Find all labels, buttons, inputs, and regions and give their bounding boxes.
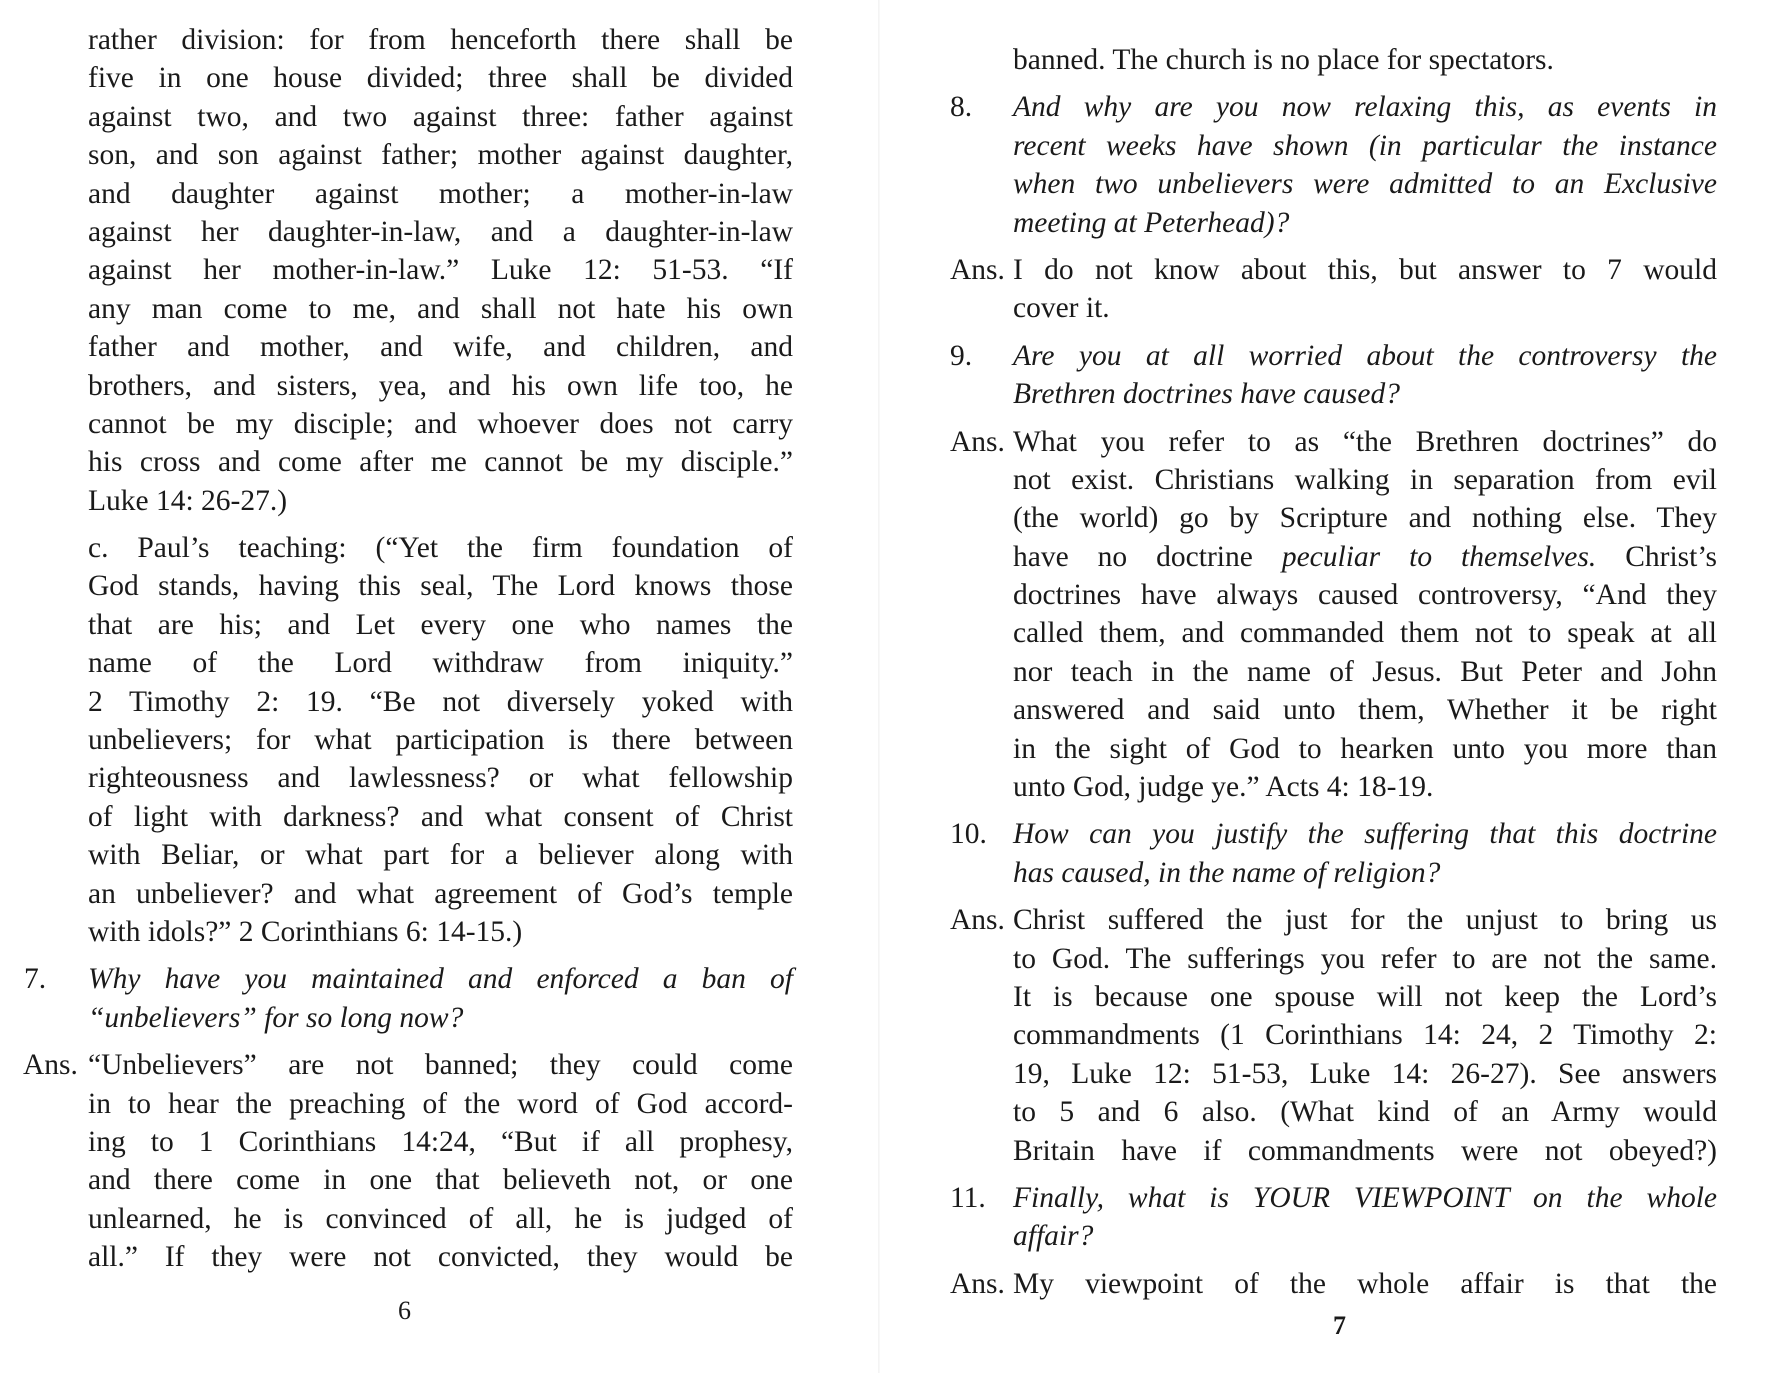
question-number: 11. xyxy=(950,1181,986,1214)
left-text-column xyxy=(23,21,793,1277)
question-line: Why have you maintained and enforced a ban of xyxy=(88,963,793,996)
answer-line: not exist. Christians walking in separation from evil xyxy=(1013,463,1717,496)
answer-text: have no doctrine xyxy=(1013,540,1253,573)
text-line: God stands, having this seal, The Lord knows those xyxy=(88,570,793,603)
question-number: 8. xyxy=(950,91,973,124)
answer-line: unlearned, he is convinced of all, he is judged of xyxy=(88,1202,793,1235)
text-line: against her mother-in-law.” Luke 12: 51-53. “If xyxy=(88,254,793,287)
text-line: an unbeliever? and what agreement of God’s temple xyxy=(88,877,793,910)
answer-line: Christ suffered the just for the unjust to bring us xyxy=(1013,904,1717,937)
answer-line: (the world) go by Scripture and nothing else. They xyxy=(1013,502,1717,535)
text-line: Luke 14: 26-27.) xyxy=(88,484,288,517)
answer-7 xyxy=(23,1046,793,1276)
answer-line: answered and said unto them, Whether it be right xyxy=(1013,694,1717,727)
answer-line: My viewpoint of the whole affair is that the xyxy=(1013,1267,1717,1300)
answer-line: ing to 1 Corinthians 14:24, “But if all prophesy, xyxy=(88,1125,793,1158)
scripture-quote-paragraph xyxy=(88,21,793,520)
question-line: Brethren doctrines have caused? xyxy=(1013,378,1400,411)
text-line: banned. The church is no place for spectators. xyxy=(1013,44,1554,76)
emphasis-text: peculiar to themselves. xyxy=(1281,540,1597,573)
answer-label: Ans. xyxy=(23,1049,78,1082)
text-line: with Beliar, or what part for a believer along with xyxy=(88,839,793,872)
question-line: Are you at all worried about the controversy the xyxy=(1013,339,1717,372)
answer-line: It is because one spouse will not keep the Lord’s xyxy=(1013,980,1717,1013)
question-number: 7. xyxy=(24,963,47,996)
answer-line xyxy=(1013,538,1717,576)
text-line: and daughter against mother; a mother-in-law xyxy=(88,177,793,210)
text-line: against two, and two against three: father against xyxy=(88,100,793,133)
text-line: against her daughter-in-law, and a daughter-in-law xyxy=(88,215,793,248)
text-line: righteousness and lawlessness? or what fellowship xyxy=(88,762,793,795)
question-line: meeting at Peterhead)? xyxy=(1013,206,1290,239)
answer-10 xyxy=(950,901,1717,1170)
answer-line: What you refer to as “the Brethren doctrines” do xyxy=(1013,425,1717,458)
answer-line: unto God, judge ye.” Acts 4: 18-19. xyxy=(1013,771,1434,804)
answer-line: 19, Luke 12: 51-53, Luke 14: 26-27). See answers xyxy=(1013,1057,1717,1090)
answer-label: Ans. xyxy=(950,253,1005,286)
left-page xyxy=(0,0,880,1373)
page-number: 6 xyxy=(398,1296,411,1325)
page-number: 7 xyxy=(1333,1311,1346,1340)
answer-line: and there come in one that believeth not, or one xyxy=(88,1164,793,1197)
answer-line: all.” If they were not convicted, they would be xyxy=(88,1241,793,1274)
text-line: c. Paul’s teaching: (“Yet the firm foundation of xyxy=(88,532,793,565)
answer-line: “Unbelievers” are not banned; they could come xyxy=(88,1049,793,1082)
answer-line: commandments (1 Corinthians 14: 24, 2 Timothy 2: xyxy=(1013,1019,1717,1052)
text-line: father and mother, and wife, and children, and xyxy=(88,331,793,364)
answer-line: Britain have if commandments were not obeyed?) xyxy=(1013,1134,1717,1167)
text-line: name of the Lord withdraw from iniquity.” xyxy=(88,647,793,680)
answer-8 xyxy=(950,251,1717,328)
question-line: has caused, in the name of religion? xyxy=(1013,856,1441,889)
text-line: with idols?” 2 Corinthians 6: 14-15.) xyxy=(88,915,523,948)
answer-text: Christ’s xyxy=(1625,540,1718,573)
text-line: five in one house divided; three shall be divided xyxy=(88,62,793,95)
right-page xyxy=(880,0,1783,1373)
paul-teaching-paragraph xyxy=(88,529,793,951)
text-line: rather division: for from henceforth there shall be xyxy=(88,24,793,56)
answer-line: doctrines have always caused controversy, “And they xyxy=(1013,579,1717,612)
text-line: cannot be my disciple; and whoever does not carry xyxy=(88,407,793,440)
question-10 xyxy=(950,815,1717,892)
text-line: unbelievers; for what participation is there between xyxy=(88,724,793,757)
text-line: any man come to me, and shall not hate his own xyxy=(88,292,793,325)
answer-label: Ans. xyxy=(950,1267,1005,1300)
answer-label: Ans. xyxy=(950,425,1005,458)
question-line: affair? xyxy=(1013,1220,1094,1253)
question-line: Finally, what is YOUR VIEWPOINT on the whole xyxy=(1013,1181,1717,1214)
text-line: son, and son against father; mother against daughter, xyxy=(88,139,793,172)
answer-line: in the sight of God to hearken unto you more than xyxy=(1013,732,1717,765)
question-line: “unbelievers” for so long now? xyxy=(88,1001,464,1034)
answer-label: Ans. xyxy=(950,904,1005,937)
answer-line: I do not know about this, but answer to 7 would xyxy=(1013,253,1717,286)
question-8 xyxy=(950,88,1717,242)
question-7 xyxy=(24,960,793,1037)
answer-line: to 5 and 6 also. (What kind of an Army would xyxy=(1013,1096,1717,1129)
text-line: his cross and come after me cannot be my disciple.” xyxy=(88,446,793,479)
answer-11 xyxy=(950,1265,1717,1303)
answer-line: in to hear the preaching of the word of God accord- xyxy=(88,1087,793,1120)
question-number: 10. xyxy=(950,818,987,851)
answer-line: cover it. xyxy=(1013,292,1110,325)
question-9 xyxy=(950,337,1717,414)
continuation-paragraph xyxy=(1013,41,1717,79)
text-line: brothers, and sisters, yea, and his own life too, he xyxy=(88,369,793,402)
question-line: when two unbelievers were admitted to an Exclusive xyxy=(1013,168,1717,201)
question-11 xyxy=(950,1179,1717,1256)
answer-9 xyxy=(950,423,1718,807)
answer-line: to God. The sufferings you refer to are not the same. xyxy=(1013,942,1717,975)
question-line: And why are you now relaxing this, as events in xyxy=(1013,91,1717,124)
question-line: How can you justify the suffering that this doctrine xyxy=(1013,818,1717,851)
text-line: of light with darkness? and what consent of Christ xyxy=(88,800,793,833)
question-line: recent weeks have shown (in particular the instance xyxy=(1013,129,1717,162)
right-text-column xyxy=(950,41,1718,1303)
answer-line: called them, and commanded them not to speak at all xyxy=(1013,617,1717,650)
text-line: 2 Timothy 2: 19. “Be not diversely yoked with xyxy=(88,685,793,718)
answer-line: nor teach in the name of Jesus. But Peter and John xyxy=(1013,655,1717,688)
text-line: that are his; and Let every one who names the xyxy=(88,608,793,641)
question-number: 9. xyxy=(950,339,973,372)
